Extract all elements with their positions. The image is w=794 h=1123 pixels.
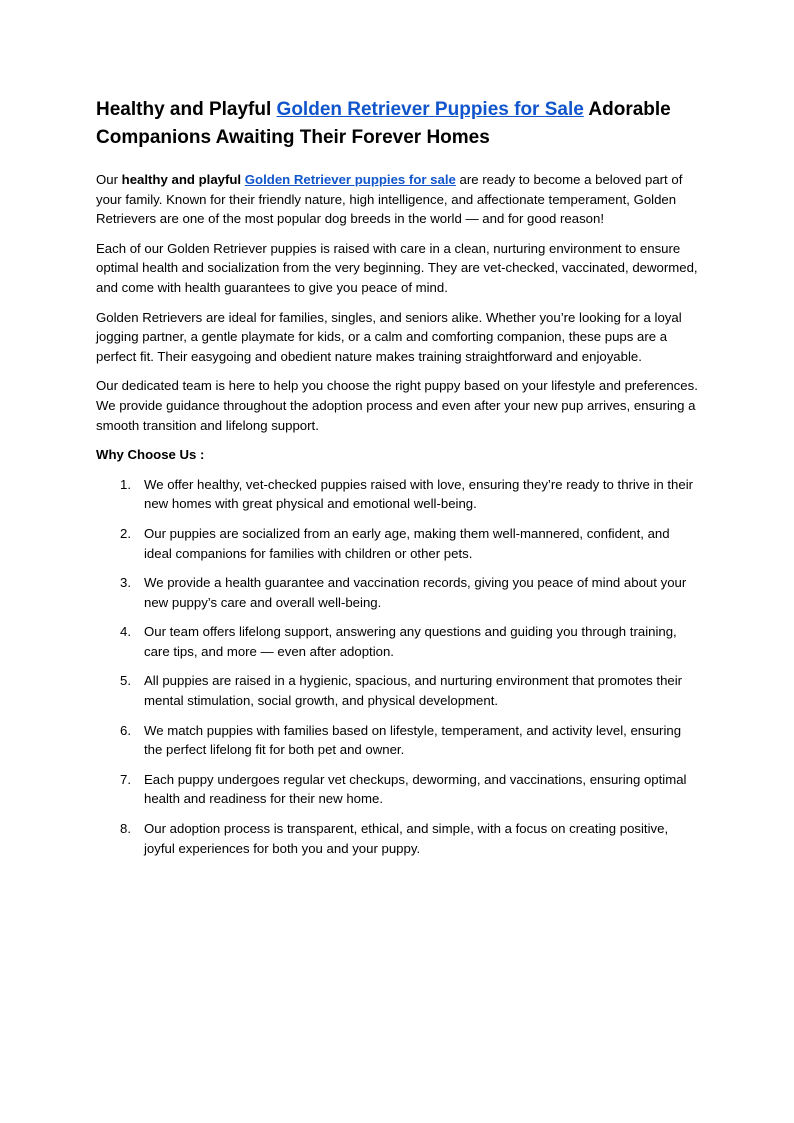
reasons-list bbox=[96, 475, 698, 859]
intro-paragraph bbox=[96, 170, 698, 229]
title-prefix: Healthy and Playful bbox=[96, 99, 277, 120]
intro-link[interactable]: Golden Retriever puppies for sale bbox=[244, 172, 456, 187]
list-item-text: Our puppies are socialized from an early age, making them well-mannered, confident, and ideal companions for families with children or other pets. bbox=[144, 525, 670, 561]
list-item-number: 4. bbox=[120, 624, 131, 640]
list-item-text: Our team offers lifelong support, answering any questions and guiding you through training, care tips, and more — even after adoption. bbox=[144, 624, 677, 659]
list-item bbox=[96, 721, 698, 760]
list-item-text: Each puppy undergoes regular vet checkups, deworming, and vaccinations, ensuring optimal health and readiness for their new home. bbox=[144, 771, 687, 807]
title-link[interactable]: Golden Retriever Puppies for Sale bbox=[276, 99, 584, 120]
intro-pre: Our bbox=[96, 172, 122, 187]
list-item bbox=[96, 573, 698, 612]
list-item-number: 3. bbox=[120, 575, 131, 591]
intro-post: are ready to become a beloved part of your family. Known for their friendly nature, high intelligence, and affectionate temperament, Golden Retrievers are one of the most popular dog breeds in the world — and for good reason! bbox=[96, 172, 683, 227]
why-choose-heading: Why Choose Us : bbox=[96, 447, 205, 463]
list-item-number: 5. bbox=[120, 673, 131, 689]
list-item bbox=[96, 524, 698, 563]
list-item-number: 6. bbox=[120, 722, 131, 738]
list-item bbox=[96, 671, 698, 710]
list-item-text: We offer healthy, vet-checked puppies raised with love, ensuring they’re ready to thrive in their new homes with great physical and emotional well-being. bbox=[144, 476, 694, 512]
list-item-number: 7. bbox=[120, 771, 131, 787]
body-paragraph-care: Each of our Golden Retriever puppies is raised with care in a clean, nurturing environment to ensure optimal health and socialization from the very beginning. They are vet-checked, vaccinated, dewormed, and come with health guarantees to give you peace of mind. bbox=[96, 240, 698, 295]
intro-bold: healthy and playful bbox=[121, 172, 242, 187]
list-item-text: We match puppies with families based on lifestyle, temperament, and activity level, ensuring the perfect lifelong fit for both pet and owner. bbox=[144, 722, 682, 758]
list-item-text: We provide a health guarantee and vaccination records, giving you peace of mind about your new puppy’s care and overall well-being. bbox=[144, 575, 687, 610]
list-item-number: 2. bbox=[120, 525, 131, 541]
list-item-text: Our adoption process is transparent, ethical, and simple, with a focus on creating positive, joyful experiences for both you and your puppy. bbox=[144, 821, 669, 856]
list-item-number: 8. bbox=[120, 821, 131, 837]
list-item-text: All puppies are raised in a hygienic, spacious, and nurturing environment that promotes their mental stimulation, social growth, and physical development. bbox=[144, 673, 683, 709]
list-item bbox=[96, 475, 698, 514]
list-item bbox=[96, 819, 698, 858]
title-suffix: Adorable Companions Awaiting Their Forever Homes bbox=[96, 99, 671, 148]
body-paragraph-team: Our dedicated team is here to help you choose the right puppy based on your lifestyle and preferences. We provide guidance throughout the adoption process and even after your new pup arrives, ensuring a smooth transition and lifelong support. bbox=[96, 378, 698, 433]
page-title bbox=[96, 96, 698, 152]
list-item-number: 1. bbox=[120, 476, 131, 492]
list-item bbox=[96, 770, 698, 809]
list-item bbox=[96, 622, 698, 661]
body-paragraph-families: Golden Retrievers are ideal for families, singles, and seniors alike. Whether you’re looking for a loyal jogging partner, a gentle playmate for kids, or a calm and comforting companion, these pups are a perfect fit. Their easygoing and obedient nature makes training straightforward and enjoyable. bbox=[96, 309, 682, 364]
